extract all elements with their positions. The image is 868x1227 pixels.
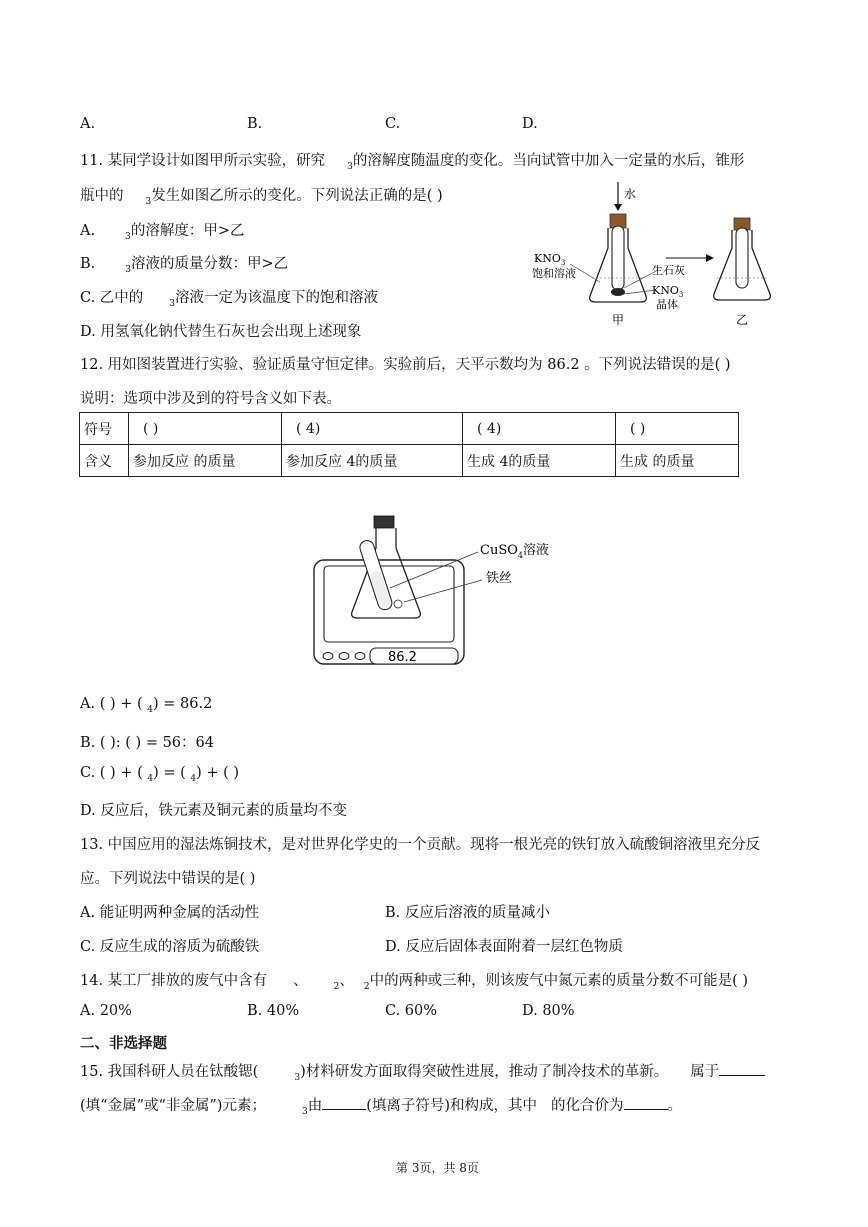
q11-stem-line1: 11. 某同学设计如图甲所示实验，研究 $_3$的溶解度随温度的变化。当向试管中加入一定量的水后，锥形 bbox=[80, 153, 745, 172]
label-yi: 乙 bbox=[736, 313, 749, 327]
flask-stopper bbox=[374, 516, 394, 528]
option-d: D. bbox=[522, 116, 538, 132]
q12-stem-line2: 说明：选项中涉及到的符号含义如下表。 bbox=[80, 391, 341, 407]
water-label: 水 bbox=[624, 187, 637, 201]
label-jia: 甲 bbox=[612, 313, 625, 327]
table-row bbox=[80, 445, 739, 477]
q13-option-a: A. 能证明两种金属的活动性 bbox=[80, 905, 260, 921]
table-cell: ( ) bbox=[129, 413, 282, 445]
cuso4-label: CuSO$_4$溶液 bbox=[480, 543, 549, 560]
q15-line2: (填“金属”或“非金属”)元素； $_3$由 (填离子符号)和构成，其中 的化合价为 。 bbox=[80, 1094, 682, 1115]
water-arrow-head bbox=[614, 204, 622, 211]
q11-option-d: D. 用氢氧化钠代替生石灰也会出现上述现象 bbox=[80, 324, 362, 340]
q11-option-a: A. $_3$的溶解度：甲>乙 bbox=[80, 223, 245, 242]
kno3-left-label: $KNO_3$ bbox=[534, 252, 566, 267]
transition-arrow-head bbox=[706, 254, 714, 262]
table-cell: 生成 的质量 bbox=[616, 445, 739, 477]
balance-button bbox=[323, 653, 333, 660]
balance-button bbox=[355, 653, 365, 660]
q14-option-c: C. 60% bbox=[385, 1003, 438, 1019]
saturated-solution-label: 饱和溶液 bbox=[532, 267, 576, 280]
table-cell: 参加反应 4的质量 bbox=[282, 445, 463, 477]
q14-option-b: B. 40% bbox=[247, 1003, 300, 1019]
option-a: A. bbox=[80, 116, 96, 132]
q14-option-d: D. 80% bbox=[522, 1003, 575, 1019]
answer-blank-3[interactable] bbox=[624, 1095, 668, 1110]
kno3-crystal bbox=[611, 288, 625, 296]
table-cell: 含义 bbox=[80, 445, 129, 477]
q12-option-d: D. 反应后，铁元素及铜元素的质量均不变 bbox=[80, 803, 347, 819]
table-cell: ( 4) bbox=[463, 413, 616, 445]
symbol-table bbox=[79, 412, 739, 477]
q14-stem: 14. 某工厂排放的废气中含有 、 $_2$、 $_2$中的两种或三种，则该废气中氮元素的质量分数不可能是( ) bbox=[80, 973, 749, 992]
option-c: C. bbox=[385, 116, 401, 132]
q11-option-c: C. 乙中的 $_3$溶液一定为该温度下的饱和溶液 bbox=[80, 290, 379, 309]
balance-reading: 86.2 bbox=[388, 650, 417, 665]
balance-button bbox=[339, 653, 349, 660]
flask-yi-test-tube bbox=[736, 228, 748, 288]
q13-stem-line1: 13. 中国应用的湿法炼铜技术，是对世界化学史的一个贡献。现将一根光亮的铁钉放入硫酸铜溶液里充分反 bbox=[80, 837, 761, 853]
q12-stem-line1: 12. 用如图装置进行实验、验证质量守恒定律。实验前后，天平示数均为 86.2 。下列说法错误的是( ) bbox=[80, 357, 731, 373]
lime-label: 生石灰 bbox=[652, 264, 685, 277]
q13-option-c: C. 反应生成的溶质为硫酸铁 bbox=[80, 939, 260, 955]
q13-option-d: D. 反应后固体表面附着一层红色物质 bbox=[385, 939, 623, 955]
q13-stem-line2: 应。下列说法中错误的是( ) bbox=[80, 871, 256, 887]
answer-blank-1[interactable] bbox=[719, 1061, 765, 1076]
q12-option-c: C. ( ) + ( $_4$) = ( $_4$) + ( ) bbox=[80, 765, 240, 784]
answer-blank-2[interactable] bbox=[322, 1095, 366, 1110]
table-row bbox=[80, 413, 739, 445]
q11-flask-figure bbox=[528, 178, 798, 338]
q14-option-a: A. 20% bbox=[80, 1003, 132, 1019]
iron-wire-label: 铁丝 bbox=[486, 571, 513, 586]
table-cell: 参加反应 的质量 bbox=[129, 445, 282, 477]
iron-wire bbox=[394, 600, 402, 608]
option-b: B. bbox=[247, 116, 263, 132]
table-cell: 生成 4的质量 bbox=[463, 445, 616, 477]
table-cell: 符号 bbox=[80, 413, 129, 445]
table-cell: ( 4) bbox=[282, 413, 463, 445]
section-heading: 二、非选择题 bbox=[80, 1035, 167, 1052]
q13-option-b: B. 反应后溶液的质量减小 bbox=[385, 905, 550, 921]
crystal-label: 晶体 bbox=[656, 298, 678, 311]
q15-line1: 15. 我国科研人员在钛酸锶( $_3$)材料研发方面取得突破性进展，推动了制冷技术的革新。 属于 bbox=[80, 1060, 765, 1081]
q11-stem-line2: 瓶中的 $_3$发生如图乙所示的变化。下列说法正确的是( ) bbox=[80, 188, 443, 207]
page-footer: 第 3页，共 8页 bbox=[396, 1161, 479, 1175]
q12-option-a: A. ( ) + ( $_4$) = 86.2 bbox=[80, 696, 213, 715]
flask-jia-test-tube bbox=[612, 226, 624, 290]
q11-option-b: B. $_3$溶液的质量分数：甲>乙 bbox=[80, 256, 289, 275]
kno3-right-label: $KNO_3$ bbox=[652, 284, 684, 299]
q12-option-b: B. ( ): ( ) = 56：64 bbox=[80, 735, 214, 751]
table-cell: ( ) bbox=[616, 413, 739, 445]
q12-balance-figure bbox=[310, 508, 570, 684]
